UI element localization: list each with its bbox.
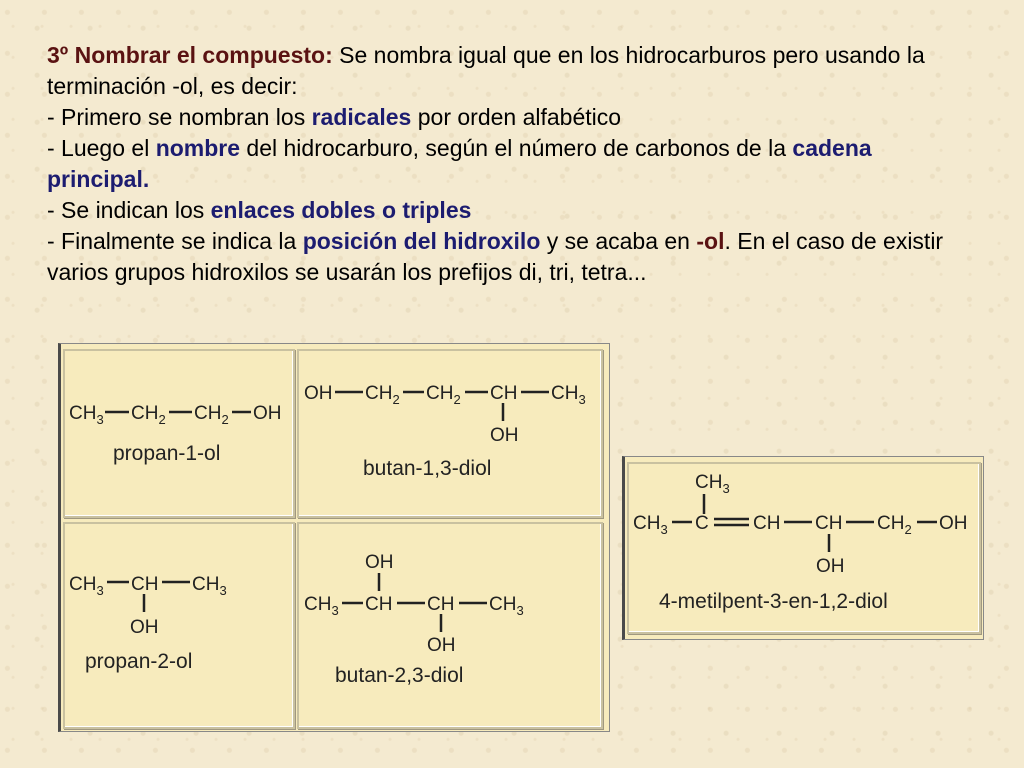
svg-text:CH3: $CH_3$: [192, 574, 227, 598]
structure-butan-2-3-diol: [299, 524, 601, 727]
rule-hydroxyl: [47, 226, 977, 288]
svg-text:CH3: $CH_3$: [633, 513, 668, 537]
svg-text:OH: OH: [253, 403, 282, 424]
svg-text:CH: CH: [427, 594, 455, 615]
svg-text:OH: OH: [304, 383, 333, 404]
svg-text:C: C: [695, 513, 709, 534]
rule-radicals: [47, 102, 977, 133]
emphasis-enlaces: enlaces dobles o triples: [210, 197, 472, 223]
cell-4-metilpent-3-en-1-2-diol: [627, 462, 981, 634]
compound-name: 4-metilpent-3-en-1,2-diol: [659, 590, 888, 613]
compound-name: butan-2,3-diol: [335, 664, 464, 687]
structure-4-metilpent-3-en-1-2-diol: [629, 464, 979, 632]
svg-text:CH: CH: [753, 513, 781, 534]
cell-butan-1-3-diol: [297, 349, 603, 518]
svg-text:OH: OH: [490, 425, 519, 446]
svg-text:CH2: $CH_2$: [365, 383, 400, 407]
rule-heading: 3º Nombrar el compuesto:: [47, 42, 333, 68]
svg-text:OH: OH: [816, 556, 845, 577]
text-segment: - Se indican los: [47, 197, 211, 223]
svg-text:CH: CH: [815, 513, 843, 534]
svg-text:CH3: $CH_3$: [304, 594, 339, 618]
svg-text:CH3: $CH_3$: [551, 383, 586, 407]
svg-text:CH2: $CH_2$: [877, 513, 912, 537]
explanation-text: [47, 40, 977, 288]
svg-text:OH: OH: [939, 513, 968, 534]
svg-text:OH: OH: [427, 635, 456, 656]
rule-bonds: [47, 195, 977, 226]
svg-text:CH3: $CH_3$: [489, 594, 524, 618]
svg-text:CH2: $CH_2$: [131, 403, 166, 427]
cell-butan-2-3-diol: [297, 522, 603, 729]
svg-text:OH: OH: [365, 552, 394, 573]
text-segment: y se acaba en: [540, 228, 697, 254]
svg-text:CH: CH: [365, 594, 393, 615]
svg-text:CH2: $CH_2$: [194, 403, 229, 427]
emphasis-nombre: nombre: [155, 135, 241, 161]
rule-heading-line: [47, 40, 977, 102]
svg-text:CH3: $CH_3$: [695, 472, 730, 496]
svg-text:CH3: $CH_3$: [69, 574, 104, 598]
compound-name: propan-2-ol: [85, 650, 193, 673]
text-segment: por orden alfabético: [411, 104, 622, 130]
text-segment: - Primero se nombran los: [47, 104, 312, 130]
example-panel-right: [622, 456, 984, 640]
cell-propan-1-ol: [63, 349, 295, 518]
emphasis-hidroxilo: posición del hidroxilo: [302, 228, 541, 254]
emphasis-cadena: cadena principal.: [47, 135, 872, 192]
text-segment: del hidrocarburo, según el número de carbonos de la: [240, 135, 793, 161]
compound-name: butan-1,3-diol: [363, 457, 492, 480]
emphasis-radicales: radicales: [311, 104, 412, 130]
structure-propan-2-ol: [65, 524, 293, 727]
svg-text:CH: CH: [490, 383, 518, 404]
rule-heading-rest: Se nombra igual que en los hidrocarburos pero usando la terminación -ol, es decir:: [47, 42, 925, 99]
rule-name: [47, 133, 977, 195]
text-segment: . En el caso de existir varios grupos hidroxilos se usarán los prefijos di, tri, tetra...: [47, 228, 944, 285]
compound-name: propan-1-ol: [113, 442, 221, 465]
examples-panel: [58, 343, 610, 732]
text-segment: - Finalmente se indica la: [47, 228, 303, 254]
cell-propan-2-ol: [63, 522, 295, 729]
emphasis-ol: -ol: [696, 228, 725, 254]
svg-text:OH: OH: [130, 617, 159, 638]
text-segment: - Luego el: [47, 135, 156, 161]
svg-text:CH2: $CH_2$: [426, 383, 461, 407]
structure-butan-1-3-diol: [299, 351, 601, 516]
structure-propan-1-ol: [65, 351, 293, 516]
svg-text:CH3: $CH_3$: [69, 403, 104, 427]
svg-text:CH: CH: [131, 574, 159, 595]
